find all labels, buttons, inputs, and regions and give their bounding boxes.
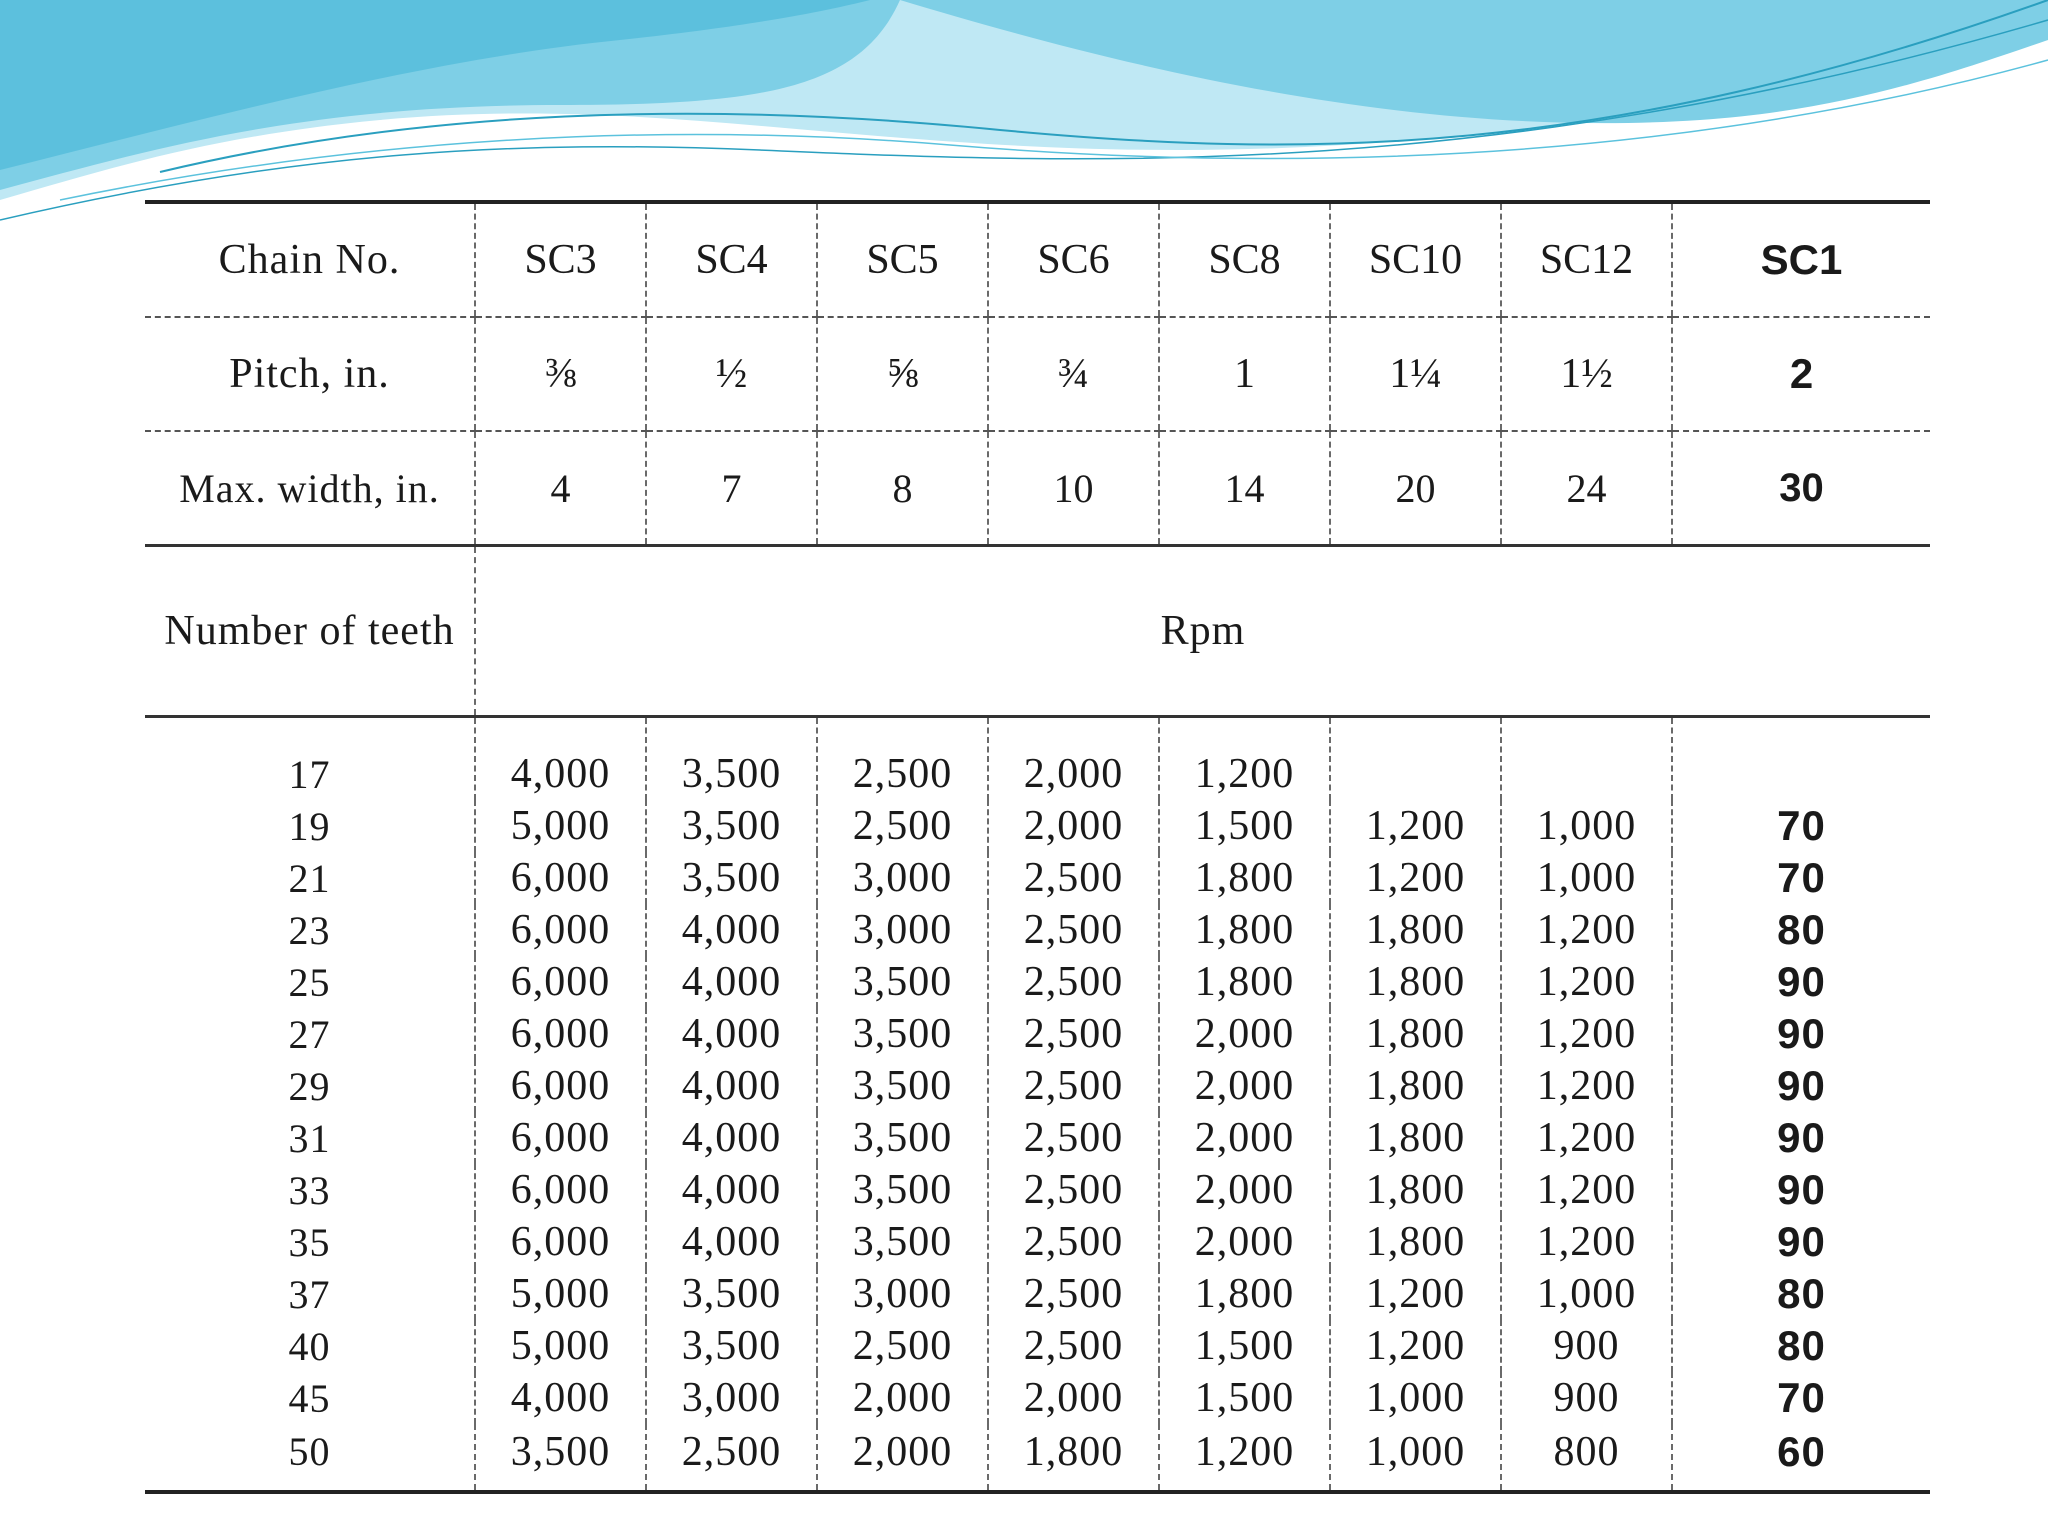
rpm-cell: 1,800 [1330,1008,1501,1060]
table-row [145,717,1930,801]
rpm-cell: 2,000 [1159,1112,1330,1164]
rpm-cell: 1,800 [1159,852,1330,904]
rpm-cell: 1,800 [1159,904,1330,956]
rpm-cell: 80 [1672,1320,1930,1372]
rpm-cell: 2,500 [817,717,988,801]
table-row [145,1268,1930,1320]
rpm-cell: 1,800 [988,1424,1159,1492]
rpm-cell: 2,000 [1159,1216,1330,1268]
rpm-cell: 4,000 [646,1060,817,1112]
rpm-cell: 2,500 [988,852,1159,904]
rpm-cell: 3,500 [646,1320,817,1372]
rpm-cell: 3,000 [646,1372,817,1424]
rpm-cell: 2,500 [817,800,988,852]
rpm-cell [1672,717,1930,801]
pitch-sc5: ⅝ [817,317,988,431]
chain-number-label: Chain No. [145,202,475,317]
teeth-count-cell: 23 [288,907,331,953]
chain-sc6: SC6 [988,202,1159,317]
rpm-cell: 3,500 [646,717,817,801]
pitch-sc8: 1 [1159,317,1330,431]
width-sc1: 30 [1672,431,1930,546]
rpm-cell: 2,000 [1159,1008,1330,1060]
teeth-count-cell: 29 [288,1063,331,1109]
rpm-cell: 4,000 [475,1372,646,1424]
rpm-cell: 1,000 [1501,1268,1672,1320]
rpm-cell: 70 [1672,852,1930,904]
rpm-cell: 2,000 [1159,1060,1330,1112]
table-row [145,1320,1930,1372]
table-container [145,200,1843,1500]
rpm-cell: 2,500 [988,904,1159,956]
rpm-cell: 1,500 [1159,1372,1330,1424]
rpm-cell: 3,000 [817,1268,988,1320]
rpm-cell: 3,500 [475,1424,646,1492]
teeth-count-cell: 45 [288,1375,331,1421]
rpm-cell: 90 [1672,1164,1930,1216]
rpm-cell: 1,200 [1330,800,1501,852]
rpm-cell: 1,200 [1330,852,1501,904]
chain-sc10: SC10 [1330,202,1501,317]
rpm-cell: 2,500 [817,1320,988,1372]
rpm-cell: 1,200 [1159,1424,1330,1492]
teeth-count-cell: 50 [145,1424,475,1492]
rpm-cell: 5,000 [475,1268,646,1320]
rpm-cell: 4,000 [646,1112,817,1164]
rpm-cell: 800 [1501,1424,1672,1492]
chain-sc1: SC1 [1672,202,1930,317]
rpm-cell: 1,200 [1330,1320,1501,1372]
width-sc8: 14 [1159,431,1330,546]
table-row [145,852,1930,904]
teeth-header-row [145,546,1930,717]
rpm-cell: 3,500 [817,1008,988,1060]
rpm-cell: 3,500 [646,852,817,904]
rpm-cell: 4,000 [646,1216,817,1268]
chain-number-row [145,202,1930,317]
teeth-count-cell: 31 [288,1115,331,1161]
rpm-cell: 5,000 [475,1320,646,1372]
rpm-cell: 1,200 [1501,1112,1672,1164]
rpm-cell: 2,000 [817,1424,988,1492]
rpm-cell: 1,200 [1159,717,1330,801]
rpm-cell [1501,717,1672,801]
max-width-row [145,431,1930,546]
rpm-cell: 2,500 [988,1164,1159,1216]
rpm-cell: 6,000 [475,904,646,956]
rpm-cell: 1,000 [1330,1424,1501,1492]
rpm-cell: 2,000 [988,1372,1159,1424]
rpm-cell: 3,500 [817,1216,988,1268]
teeth-count-cell: 33 [288,1167,331,1213]
rpm-cell: 3,500 [817,956,988,1008]
teeth-count-cell: 40 [288,1323,331,1369]
rpm-cell: 70 [1672,800,1930,852]
rpm-cell: 6,000 [475,1008,646,1060]
rpm-cell: 90 [1672,1216,1930,1268]
rpm-cell: 70 [1672,1372,1930,1424]
rpm-cell: 6,000 [475,1112,646,1164]
teeth-count-cell: 37 [288,1271,331,1317]
teeth-count-cell: 35 [288,1219,331,1265]
pitch-sc4: ½ [646,317,817,431]
rpm-cell: 3,500 [817,1112,988,1164]
chain-sc5: SC5 [817,202,988,317]
rpm-cell: 2,500 [988,1268,1159,1320]
rpm-cell: 900 [1501,1320,1672,1372]
rpm-cell: 900 [1501,1372,1672,1424]
table-row [145,800,1930,852]
width-sc12: 24 [1501,431,1672,546]
table-row [145,1008,1930,1060]
rpm-cell: 2,000 [817,1372,988,1424]
table-row [145,956,1930,1008]
rpm-table [145,200,1930,1494]
table-row [145,1216,1930,1268]
rpm-cell: 2,500 [646,1424,817,1492]
rpm-cell: 60 [1672,1424,1930,1492]
table-row [145,1164,1930,1216]
rpm-cell: 1,000 [1501,800,1672,852]
table-row [145,1372,1930,1424]
rpm-label: Rpm [475,546,1930,717]
max-width-label: Max. width, in. [145,431,475,546]
rpm-cell: 6,000 [475,1216,646,1268]
chain-sc3: SC3 [475,202,646,317]
rpm-cell: 4,000 [646,904,817,956]
rpm-cell: 6,000 [475,1060,646,1112]
rpm-cell: 6,000 [475,1164,646,1216]
pitch-sc10: 1¼ [1330,317,1501,431]
rpm-cell: 3,500 [817,1060,988,1112]
teeth-count-cell: 17 [288,751,331,797]
rpm-cell: 80 [1672,1268,1930,1320]
rpm-cell: 1,500 [1159,800,1330,852]
rpm-cell: 1,200 [1501,1008,1672,1060]
teeth-count-cell: 19 [288,803,331,849]
rpm-cell: 4,000 [646,956,817,1008]
rpm-cell: 1,500 [1159,1320,1330,1372]
rpm-data-body [145,717,1930,1493]
teeth-count-cell: 21 [288,855,331,901]
table-row [145,1112,1930,1164]
rpm-cell: 1,800 [1159,956,1330,1008]
rpm-cell: 3,500 [817,1164,988,1216]
rpm-cell: 2,500 [988,1008,1159,1060]
rpm-cell: 2,500 [988,1216,1159,1268]
table-row [145,1424,1930,1492]
rpm-cell: 1,800 [1330,1216,1501,1268]
pitch-sc12: 1½ [1501,317,1672,431]
pitch-row [145,317,1930,431]
rpm-cell: 90 [1672,1112,1930,1164]
chain-sc8: SC8 [1159,202,1330,317]
rpm-cell: 6,000 [475,852,646,904]
rpm-cell: 2,000 [1159,1164,1330,1216]
width-sc4: 7 [646,431,817,546]
rpm-cell: 90 [1672,1060,1930,1112]
rpm-cell: 2,500 [988,1320,1159,1372]
rpm-cell: 1,000 [1330,1372,1501,1424]
rpm-cell: 90 [1672,956,1930,1008]
rpm-cell: 1,800 [1330,904,1501,956]
pitch-sc6: ¾ [988,317,1159,431]
pitch-label: Pitch, in. [145,317,475,431]
rpm-cell: 1,000 [1501,852,1672,904]
rpm-cell: 1,800 [1330,1060,1501,1112]
rpm-cell: 2,000 [988,717,1159,801]
width-sc10: 20 [1330,431,1501,546]
width-sc3: 4 [475,431,646,546]
rpm-cell [1330,717,1501,801]
rpm-cell: 3,500 [646,1268,817,1320]
rpm-cell: 3,000 [817,904,988,956]
rpm-cell: 1,800 [1159,1268,1330,1320]
rpm-cell: 2,500 [988,956,1159,1008]
rpm-cell: 4,000 [646,1008,817,1060]
rpm-cell: 90 [1672,1008,1930,1060]
rpm-cell: 1,200 [1501,956,1672,1008]
rpm-cell: 1,800 [1330,1164,1501,1216]
rpm-cell: 1,200 [1501,904,1672,956]
teeth-count-cell: 25 [288,959,331,1005]
table-row [145,904,1930,956]
rpm-cell: 1,200 [1501,1216,1672,1268]
teeth-count-cell: 27 [288,1011,331,1057]
rpm-cell: 2,000 [988,800,1159,852]
chain-sc4: SC4 [646,202,817,317]
rpm-cell: 5,000 [475,800,646,852]
table-row [145,1060,1930,1112]
rpm-cell: 2,500 [988,1060,1159,1112]
rpm-cell: 1,800 [1330,956,1501,1008]
width-sc5: 8 [817,431,988,546]
rpm-cell: 80 [1672,904,1930,956]
rpm-cell: 6,000 [475,956,646,1008]
pitch-sc1: 2 [1672,317,1930,431]
chain-sc12: SC12 [1501,202,1672,317]
pitch-sc3: ⅜ [475,317,646,431]
rpm-cell: 3,500 [646,800,817,852]
rpm-cell: 1,200 [1330,1268,1501,1320]
rpm-cell: 4,000 [475,717,646,801]
rpm-cell: 4,000 [646,1164,817,1216]
rpm-cell: 1,200 [1501,1164,1672,1216]
number-of-teeth-label: Number of teeth [145,546,475,717]
rpm-cell: 3,000 [817,852,988,904]
rpm-cell: 1,800 [1330,1112,1501,1164]
rpm-cell: 1,200 [1501,1060,1672,1112]
width-sc6: 10 [988,431,1159,546]
rpm-cell: 2,500 [988,1112,1159,1164]
